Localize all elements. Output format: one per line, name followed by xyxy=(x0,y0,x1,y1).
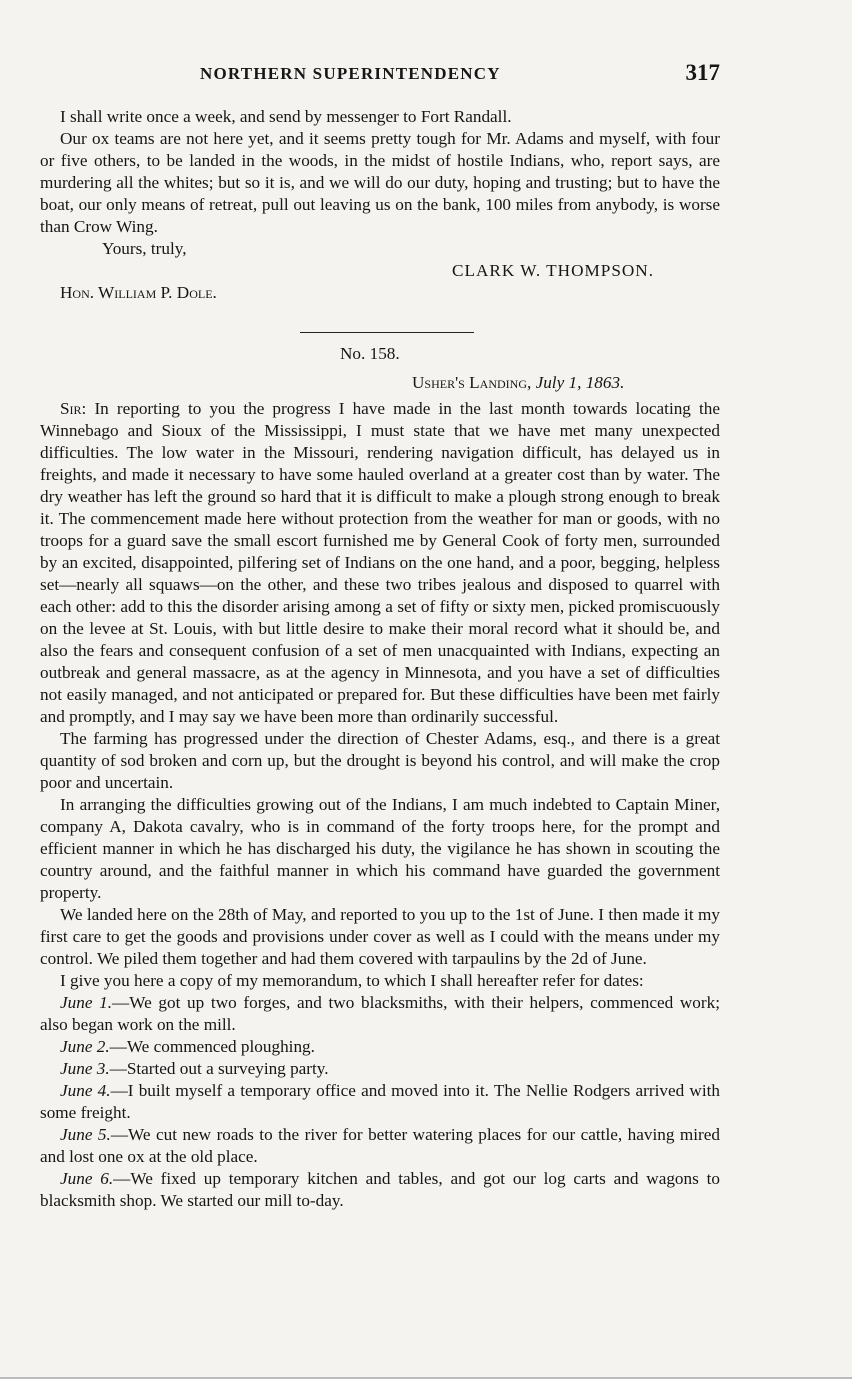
memo-entry xyxy=(40,1168,720,1212)
memo-text: —We commenced ploughing. xyxy=(109,1037,315,1056)
closing-block xyxy=(40,238,720,304)
prior-letter xyxy=(40,106,720,304)
paragraph: Our ox teams are not here yet, and it seems pretty tough for Mr. Adams and myself, with four or five others, to be landed in the woods, in the midst of hostile Indians, who, report says, are murdering all the whites; but so it is, and we will do our duty, hoping and trusting; but to have the boat, our only means of retreat, pull out leaving us on the bank, 100 miles from anybody, is worse than Crow Wing. xyxy=(40,129,720,236)
memo-text: —We fixed up temporary kitchen and tables, and got our log carts and wagons to blacksmith shop. We started our mill to-day. xyxy=(40,1169,720,1210)
letter-body xyxy=(40,398,720,1212)
memo-day: June 2. xyxy=(60,1037,110,1056)
memo-entry xyxy=(40,1124,720,1168)
dateline-date: July 1, 1863. xyxy=(535,373,625,392)
memo-entry xyxy=(40,1036,720,1058)
memo-text: —I built myself a temporary office and moved into it. The Nellie Rodgers arrived with some freight. xyxy=(40,1081,720,1122)
signature: CLARK W. THOMPSON. xyxy=(452,261,655,280)
salutation: Sir: xyxy=(60,399,87,418)
addressee: Hon. William P. Dole. xyxy=(60,283,217,302)
dateline xyxy=(412,373,624,393)
complimentary-close: Yours, truly, xyxy=(102,239,187,258)
paragraph: The farming has progressed under the direction of Chester Adams, esq., and there is a great quantity of sod broken and corn up, but the drought is beyond his control, and will make the crop poor and uncertain. xyxy=(40,729,720,792)
memo-day: June 4. xyxy=(60,1081,111,1100)
memo-text: —Started out a surveying party. xyxy=(109,1059,329,1078)
paragraph: I give you here a copy of my memorandum, to which I shall hereafter refer for dates: xyxy=(60,971,644,990)
memo-day: June 3. xyxy=(60,1059,110,1078)
memo-day: June 1. xyxy=(60,993,113,1012)
memo-entry xyxy=(40,992,720,1036)
paragraph: We landed here on the 28th of May, and reported to you up to the 1st of June. I then made it my first care to get the goods and provisions under cover as well as I could with the means under my control. We piled them together and had them covered with tarpaulins by the 2d of June. xyxy=(40,905,720,968)
paragraph: I shall write once a week, and send by messenger to Fort Randall. xyxy=(60,107,512,126)
memo-day: June 5. xyxy=(60,1125,111,1144)
memo-text: —We cut new roads to the river for better watering places for our cattle, having mired and lost one ox at the old place. xyxy=(40,1125,720,1166)
memo-day: June 6. xyxy=(60,1169,114,1188)
paragraph xyxy=(40,398,720,728)
running-head xyxy=(200,60,730,90)
memo-text: —We got up two forges, and two blacksmiths, with their helpers, commenced work; also began work on the mill. xyxy=(40,993,720,1034)
page-number: 317 xyxy=(685,60,720,85)
paragraph: In arranging the difficulties growing out of the Indians, I am much indebted to Captain Miner, company A, Dakota cavalry, who is in command of the forty troops here, for the prompt and efficient manner in which he has discharged his duty, the vigilance he has shown in scouting the country around, and the faithful manner in which his command have guarded the government property. xyxy=(40,795,720,902)
document-number: No. 158. xyxy=(340,344,400,363)
memo-entry xyxy=(40,1058,720,1080)
memo-entry xyxy=(40,1080,720,1124)
running-title: NORTHERN SUPERINTENDENCY xyxy=(200,64,501,83)
section-divider xyxy=(300,332,474,333)
paragraph-text: In reporting to you the progress I have made in the last month towards locating the Winnebago and Sioux of the Mississippi, I must state that we have met many unexpected difficulties. The low water in the Missouri, rendering navigation difficult, has delayed us in freights, and made it necessary to have some hauled overland at a greater cost than by water. The dry weather has left the ground so hard that it is difficult to make a plough strong enough to break it. The commencement made here without protection from the weather for man or goods, with no troops for a guard save the small escort furnished me by General Cook of forty men, surrounded by an excited, disappointed, pilfering set of Indians on the one hand, and a poor, begging, helpless set—nearly all squaws—on the other, and these two tribes jealous and disposed to quarrel with each other: add to this the disorder arising among a set of fifty or sixty men, picked promiscuously on the levee at St. Louis, with but little desire to make their moral record what it should be, and also the fears and consequent confusion of a set of men unacquainted with Indians, expecting an outbreak and general massacre, as at the agency in Minnesota, and you have a set of difficulties not easily managed, and not anticipated or prepared for. But these difficulties have been met fairly and promptly, and I may say we have been more than ordinarily successful. xyxy=(40,399,721,726)
dateline-place: Usher's Landing, xyxy=(412,373,532,392)
